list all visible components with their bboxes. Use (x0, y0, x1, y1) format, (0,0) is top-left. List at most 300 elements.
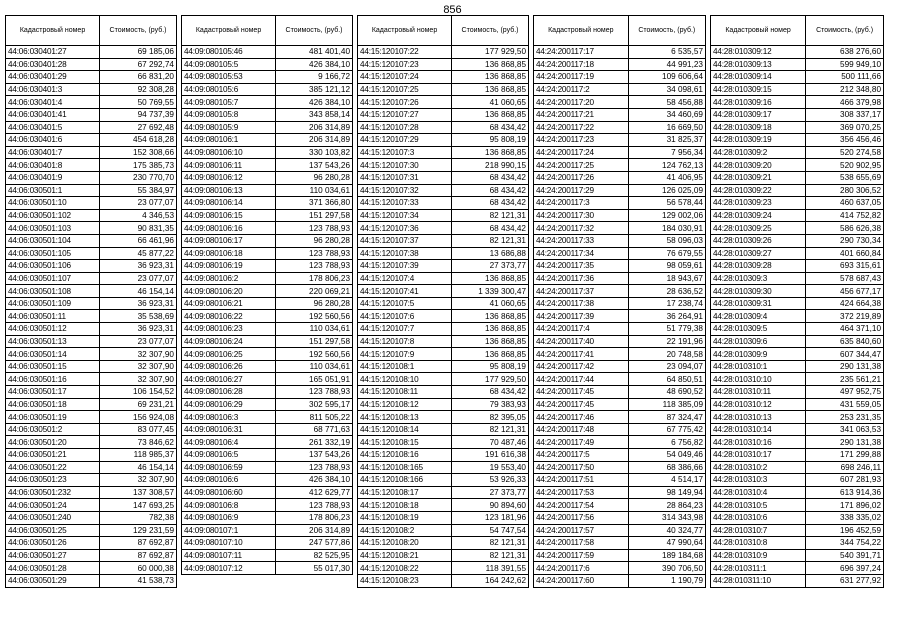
table-row (358, 436, 529, 449)
cost-cell: 82 121,31 (452, 549, 529, 562)
table-row (711, 184, 884, 197)
cost-cell: 54 049,46 (628, 449, 705, 462)
cadastral-number-cell: 44:28:010309:9 (711, 348, 806, 361)
cost-cell: 32 307,90 (100, 373, 177, 386)
cost-cell: 98 149,94 (628, 486, 705, 499)
cadastral-number-cell: 44:28:010310:4 (711, 486, 806, 499)
cost-cell: 412 629,77 (276, 486, 353, 499)
cost-cell: 90 894,60 (452, 499, 529, 512)
cadastral-number-cell: 44:24:200117:4 (534, 323, 629, 336)
cost-cell: 431 559,05 (806, 398, 884, 411)
cost-cell: 137 543,26 (276, 449, 353, 462)
cost-cell: 414 752,82 (806, 209, 884, 222)
cadastral-number-cell: 44:09:080107:10 (182, 537, 276, 550)
cadastral-table-5 (710, 15, 884, 588)
cadastral-number-cell: 44:28:010309:3 (711, 272, 806, 285)
table-row (182, 549, 353, 562)
cost-cell: 137 543,26 (276, 159, 353, 172)
table-row (182, 197, 353, 210)
table-row (358, 272, 529, 285)
cadastral-number-cell: 44:09:080106:5 (182, 449, 276, 462)
cost-cell: 635 840,60 (806, 335, 884, 348)
cadastral-number-cell: 44:15:120108:17 (358, 486, 452, 499)
cadastral-number-cell: 44:15:120107:22 (358, 46, 452, 59)
cost-cell: 60 000,38 (100, 562, 177, 575)
table-row (182, 171, 353, 184)
table-row (182, 423, 353, 436)
cadastral-number-cell: 44:24:200117:5 (534, 449, 629, 462)
cost-cell: 4 514,17 (628, 474, 705, 487)
cost-cell: 34 098,61 (628, 83, 705, 96)
cost-cell: 109 606,64 (628, 71, 705, 84)
cadastral-number-cell: 44:28:010309:2 (711, 146, 806, 159)
cadastral-number-cell: 44:06:030501:13 (6, 335, 100, 348)
cadastral-number-cell: 44:28:010311:10 (711, 574, 806, 587)
cadastral-number-cell: 44:28:010309:12 (711, 46, 806, 59)
cost-cell: 137 308,57 (100, 486, 177, 499)
cost-cell: 90 831,35 (100, 222, 177, 235)
cost-cell: 520 274,58 (806, 146, 884, 159)
cost-cell: 538 655,69 (806, 171, 884, 184)
table-row (711, 234, 884, 247)
table-row (358, 297, 529, 310)
table-row (6, 335, 177, 348)
cost-cell: 235 561,21 (806, 373, 884, 386)
table-row (534, 398, 706, 411)
cost-cell: 23 077,07 (100, 335, 177, 348)
cost-cell: 385 121,12 (276, 83, 353, 96)
cost-cell: 290 730,34 (806, 234, 884, 247)
cadastral-table-2 (181, 15, 353, 575)
table-row (182, 474, 353, 487)
cadastral-number-cell: 44:06:030501:24 (6, 499, 100, 512)
cadastral-number-cell: 44:09:080105:8 (182, 108, 276, 121)
cadastral-number-cell: 44:15:120108:16 (358, 449, 452, 462)
cost-cell: 27 373,77 (452, 486, 529, 499)
cost-cell: 79 383,93 (452, 398, 529, 411)
table-row (534, 108, 706, 121)
table-row (534, 310, 706, 323)
cost-cell: 290 131,38 (806, 360, 884, 373)
table-row (182, 134, 353, 147)
cost-cell: 540 391,71 (806, 549, 884, 562)
cadastral-number-cell: 44:28:010309:20 (711, 159, 806, 172)
cadastral-number-cell: 44:06:030501:1 (6, 184, 100, 197)
cost-cell: 110 034,61 (276, 360, 353, 373)
cadastral-number-cell: 44:15:120107:36 (358, 222, 452, 235)
cost-cell: 87 324,47 (628, 411, 705, 424)
cadastral-number-cell: 44:24:200117:48 (534, 423, 629, 436)
cost-cell: 123 181,96 (452, 511, 529, 524)
cost-cell: 118 985,37 (100, 449, 177, 462)
table-row (711, 398, 884, 411)
cadastral-number-cell: 44:24:200117:42 (534, 360, 629, 373)
cost-cell: 698 246,11 (806, 461, 884, 474)
cost-cell: 16 669,50 (628, 121, 705, 134)
cost-cell: 6 756,82 (628, 436, 705, 449)
cost-cell: 36 923,31 (100, 297, 177, 310)
table-row (358, 46, 529, 59)
cadastral-number-cell: 44:15:120108:10 (358, 373, 452, 386)
cost-cell: 27 692,48 (100, 121, 177, 134)
table-row (182, 108, 353, 121)
cost-cell: 136 868,85 (452, 323, 529, 336)
header-cadastral-number: Кадастровый номер (182, 16, 276, 46)
cadastral-number-cell: 44:06:030501:103 (6, 222, 100, 235)
cadastral-number-cell: 44:09:080106:29 (182, 398, 276, 411)
table-row (182, 398, 353, 411)
cost-cell: 7 956,34 (628, 146, 705, 159)
table-row (711, 197, 884, 210)
cadastral-number-cell: 44:24:200117:19 (534, 71, 629, 84)
cost-cell: 177 929,50 (452, 373, 529, 386)
cadastral-number-cell: 44:15:120108:18 (358, 499, 452, 512)
cadastral-number-cell: 44:06:030501:104 (6, 234, 100, 247)
cost-cell: 6 535,57 (628, 46, 705, 59)
cost-cell: 356 456,46 (806, 134, 884, 147)
table-row (182, 247, 353, 260)
cost-cell: 1 190,79 (628, 574, 705, 587)
cadastral-number-cell: 44:28:010310:16 (711, 436, 806, 449)
cost-cell: 178 806,23 (276, 511, 353, 524)
table-row (358, 171, 529, 184)
table-row (711, 411, 884, 424)
table-row (182, 146, 353, 159)
cost-cell: 76 679,55 (628, 247, 705, 260)
table-row (534, 537, 706, 550)
table-row (534, 58, 706, 71)
table-row (534, 449, 706, 462)
cadastral-number-cell: 44:28:010310:12 (711, 398, 806, 411)
cadastral-number-cell: 44:15:120107:26 (358, 96, 452, 109)
cadastral-number-cell: 44:09:080106:24 (182, 335, 276, 348)
cadastral-number-cell: 44:15:120108:2 (358, 524, 452, 537)
cost-cell: 126 025,09 (628, 184, 705, 197)
cost-cell: 82 121,31 (452, 209, 529, 222)
cost-cell: 54 747,54 (452, 524, 529, 537)
cadastral-number-cell: 44:28:010310:8 (711, 537, 806, 550)
cadastral-number-cell: 44:15:120107:39 (358, 260, 452, 273)
cost-cell: 82 121,31 (452, 234, 529, 247)
cost-cell: 55 017,30 (276, 562, 353, 575)
cost-cell: 426 384,10 (276, 474, 353, 487)
cost-cell: 123 788,93 (276, 260, 353, 273)
cadastral-number-cell: 44:09:080106:18 (182, 247, 276, 260)
cadastral-number-cell: 44:06:030401:27 (6, 46, 100, 59)
table-row (711, 474, 884, 487)
table-row (182, 310, 353, 323)
table-row (711, 549, 884, 562)
cadastral-number-cell: 44:24:200117:23 (534, 134, 629, 147)
cost-cell: 578 687,43 (806, 272, 884, 285)
cadastral-number-cell: 44:06:030401:9 (6, 171, 100, 184)
cadastral-number-cell: 44:15:120107:4 (358, 272, 452, 285)
table-row (6, 411, 177, 424)
table-row (711, 121, 884, 134)
cadastral-number-cell: 44:28:010309:15 (711, 83, 806, 96)
table-row (182, 209, 353, 222)
table-row (358, 323, 529, 336)
cadastral-number-cell: 44:09:080106:23 (182, 323, 276, 336)
table-row (534, 549, 706, 562)
cost-cell: 124 762,13 (628, 159, 705, 172)
cost-cell: 68 434,42 (452, 197, 529, 210)
cost-cell: 454 618,28 (100, 134, 177, 147)
table-row (182, 335, 353, 348)
table-row (358, 499, 529, 512)
cadastral-number-cell: 44:09:080107:1 (182, 524, 276, 537)
table-row (358, 511, 529, 524)
cadastral-number-cell: 44:24:200117:37 (534, 285, 629, 298)
cost-cell: 18 943,67 (628, 272, 705, 285)
cadastral-number-cell: 44:24:200117:21 (534, 108, 629, 121)
table-row (711, 96, 884, 109)
table-row (182, 184, 353, 197)
cadastral-number-cell: 44:09:080106:21 (182, 297, 276, 310)
cost-cell: 96 280,28 (276, 234, 353, 247)
cadastral-number-cell: 44:28:010310:17 (711, 449, 806, 462)
cadastral-number-cell: 44:24:200117:59 (534, 549, 629, 562)
cadastral-number-cell: 44:24:200117:26 (534, 171, 629, 184)
cadastral-number-cell: 44:09:080105:46 (182, 46, 276, 59)
cadastral-number-cell: 44:09:080106:25 (182, 348, 276, 361)
table-row (182, 436, 353, 449)
table-row (711, 537, 884, 550)
table-row (182, 373, 353, 386)
cost-cell: 67 775,42 (628, 423, 705, 436)
cost-cell: 56 578,44 (628, 197, 705, 210)
cost-cell: 607 281,93 (806, 474, 884, 487)
cost-cell: 136 868,85 (452, 58, 529, 71)
cadastral-number-cell: 44:15:120107:41 (358, 285, 452, 298)
table-row (358, 449, 529, 462)
cadastral-table (5, 15, 177, 588)
cost-cell: 192 560,56 (276, 348, 353, 361)
cadastral-number-cell: 44:15:120107:8 (358, 335, 452, 348)
cost-cell: 206 314,89 (276, 524, 353, 537)
table-row (358, 537, 529, 550)
cost-cell: 46 154,14 (100, 461, 177, 474)
table-row (6, 146, 177, 159)
table-row (534, 574, 706, 587)
table-row (711, 511, 884, 524)
cost-cell: 55 384,97 (100, 184, 177, 197)
cost-cell: 27 373,77 (452, 260, 529, 273)
table-row (6, 386, 177, 399)
cost-cell: 23 077,07 (100, 272, 177, 285)
cadastral-number-cell: 44:06:030501:240 (6, 511, 100, 524)
table-row (358, 197, 529, 210)
table-row (358, 159, 529, 172)
cadastral-number-cell: 44:15:120107:29 (358, 134, 452, 147)
cost-cell: 41 538,73 (100, 574, 177, 587)
tables-area (5, 15, 903, 617)
cadastral-number-cell: 44:09:080106:27 (182, 373, 276, 386)
cost-cell: 68 434,42 (452, 222, 529, 235)
cadastral-table-4 (533, 15, 706, 588)
table-row (534, 474, 706, 487)
cadastral-table-1 (5, 15, 177, 588)
table-row (534, 234, 706, 247)
table-row (6, 46, 177, 59)
cost-cell: 23 077,07 (100, 197, 177, 210)
table-row (534, 197, 706, 210)
cadastral-number-cell: 44:06:030501:10 (6, 197, 100, 210)
table-row (182, 285, 353, 298)
page-footer-cutoff (0, 628, 905, 640)
header-cost: Стоимость, (руб.) (100, 16, 177, 46)
cadastral-number-cell: 44:15:120108:11 (358, 386, 452, 399)
cadastral-number-cell: 44:15:120107:3 (358, 146, 452, 159)
table-row (358, 134, 529, 147)
cadastral-number-cell: 44:06:030501:12 (6, 323, 100, 336)
cadastral-number-cell: 44:06:030501:106 (6, 260, 100, 273)
cadastral-number-cell: 44:06:030401:7 (6, 146, 100, 159)
table-row (182, 360, 353, 373)
table-row (6, 297, 177, 310)
table-row (358, 146, 529, 159)
cost-cell: 129 231,59 (100, 524, 177, 537)
cadastral-number-cell: 44:06:030501:20 (6, 436, 100, 449)
cadastral-number-cell: 44:28:010309:5 (711, 323, 806, 336)
cost-cell: 96 280,28 (276, 171, 353, 184)
cost-cell: 123 788,93 (276, 499, 353, 512)
cadastral-number-cell: 44:09:080105:5 (182, 58, 276, 71)
cost-cell: 1 339 300,47 (452, 285, 529, 298)
cadastral-number-cell: 44:28:010309:31 (711, 297, 806, 310)
cadastral-number-cell: 44:15:120107:34 (358, 209, 452, 222)
cadastral-number-cell: 44:24:200117:33 (534, 234, 629, 247)
table-row (711, 247, 884, 260)
cost-cell: 136 868,85 (452, 83, 529, 96)
cadastral-number-cell: 44:09:080106:9 (182, 511, 276, 524)
cost-cell: 44 991,23 (628, 58, 705, 71)
cadastral-number-cell: 44:06:030401:29 (6, 71, 100, 84)
cadastral-number-cell: 44:28:010310:10 (711, 373, 806, 386)
table-row (358, 260, 529, 273)
cost-cell: 13 686,88 (452, 247, 529, 260)
cadastral-number-cell: 44:09:080106:16 (182, 222, 276, 235)
table-row (711, 297, 884, 310)
header-cost: Стоимость, (руб.) (806, 16, 884, 46)
cost-cell: 290 131,38 (806, 436, 884, 449)
table-row (358, 209, 529, 222)
cost-cell: 17 238,74 (628, 297, 705, 310)
cadastral-number-cell: 44:06:030501:18 (6, 398, 100, 411)
cost-cell: 218 990,15 (452, 159, 529, 172)
cadastral-number-cell: 44:24:200117:2 (534, 83, 629, 96)
cost-cell: 64 850,51 (628, 373, 705, 386)
header-cadastral-number: Кадастровый номер (6, 16, 100, 46)
cost-cell: 19 553,40 (452, 461, 529, 474)
header-row (711, 16, 884, 46)
cost-cell: 189 184,68 (628, 549, 705, 562)
table-row (358, 562, 529, 575)
cadastral-number-cell: 44:15:120107:7 (358, 323, 452, 336)
cadastral-number-cell: 44:28:010309:27 (711, 247, 806, 260)
cadastral-number-cell: 44:09:080107:11 (182, 549, 276, 562)
table-row (534, 486, 706, 499)
cadastral-number-cell: 44:09:080105:7 (182, 96, 276, 109)
cadastral-number-cell: 44:09:080105:53 (182, 71, 276, 84)
table-row (6, 511, 177, 524)
cadastral-number-cell: 44:06:030501:21 (6, 449, 100, 462)
cadastral-number-cell: 44:28:010310:6 (711, 511, 806, 524)
table-row (6, 108, 177, 121)
cost-cell: 151 297,58 (276, 209, 353, 222)
cost-cell: 9 166,72 (276, 71, 353, 84)
table-row (358, 411, 529, 424)
cost-cell: 69 231,21 (100, 398, 177, 411)
table-row (534, 96, 706, 109)
cadastral-number-cell: 44:06:030501:14 (6, 348, 100, 361)
cost-cell: 47 990,64 (628, 537, 705, 550)
cadastral-number-cell: 44:24:200117:30 (534, 209, 629, 222)
cost-cell: 344 754,22 (806, 537, 884, 550)
cadastral-number-cell: 44:28:010310:7 (711, 524, 806, 537)
cadastral-number-cell: 44:24:200117:36 (534, 272, 629, 285)
table-row (358, 524, 529, 537)
table-row (358, 184, 529, 197)
table-row (6, 436, 177, 449)
header-row (182, 16, 353, 46)
table-row (711, 171, 884, 184)
cadastral-number-cell: 44:15:120108:12 (358, 398, 452, 411)
table-row (182, 222, 353, 235)
table-row (182, 58, 353, 71)
cost-cell: 136 868,85 (452, 335, 529, 348)
table-row (182, 386, 353, 399)
cost-cell: 171 896,02 (806, 499, 884, 512)
cadastral-number-cell: 44:28:010309:6 (711, 335, 806, 348)
table-row (6, 222, 177, 235)
cost-cell: 192 560,56 (276, 310, 353, 323)
cadastral-number-cell: 44:28:010310:1 (711, 360, 806, 373)
cadastral-number-cell: 44:09:080106:11 (182, 159, 276, 172)
table-row (711, 574, 884, 587)
cadastral-number-cell: 44:24:200117:6 (534, 562, 629, 575)
cadastral-number-cell: 44:09:080105:6 (182, 83, 276, 96)
cadastral-number-cell: 44:06:030501:27 (6, 549, 100, 562)
cost-cell: 82 395,05 (452, 411, 529, 424)
cadastral-number-cell: 44:15:120108:15 (358, 436, 452, 449)
table-row (6, 449, 177, 462)
table-row (711, 499, 884, 512)
table-row (534, 71, 706, 84)
cadastral-number-cell: 44:15:120107:37 (358, 234, 452, 247)
cadastral-number-cell: 44:24:200117:3 (534, 197, 629, 210)
cost-cell: 607 344,47 (806, 348, 884, 361)
cost-cell: 50 769,55 (100, 96, 177, 109)
cadastral-number-cell: 44:24:200117:45 (534, 386, 629, 399)
cadastral-number-cell: 44:28:010309:22 (711, 184, 806, 197)
cadastral-number-cell: 44:24:200117:60 (534, 574, 629, 587)
cost-cell: 95 808,19 (452, 134, 529, 147)
cadastral-number-cell: 44:24:200117:24 (534, 146, 629, 159)
cost-cell: 136 868,85 (452, 310, 529, 323)
table-row (534, 499, 706, 512)
cost-cell: 110 034,61 (276, 323, 353, 336)
cadastral-number-cell: 44:09:080106:31 (182, 423, 276, 436)
cadastral-number-cell: 44:15:120108:165 (358, 461, 452, 474)
table-row (358, 83, 529, 96)
cadastral-number-cell: 44:09:080106:3 (182, 411, 276, 424)
cadastral-number-cell: 44:15:120107:38 (358, 247, 452, 260)
cadastral-number-cell: 44:28:010309:16 (711, 96, 806, 109)
cadastral-number-cell: 44:15:120107:24 (358, 71, 452, 84)
table-row (711, 310, 884, 323)
cadastral-number-cell: 44:06:030401:28 (6, 58, 100, 71)
